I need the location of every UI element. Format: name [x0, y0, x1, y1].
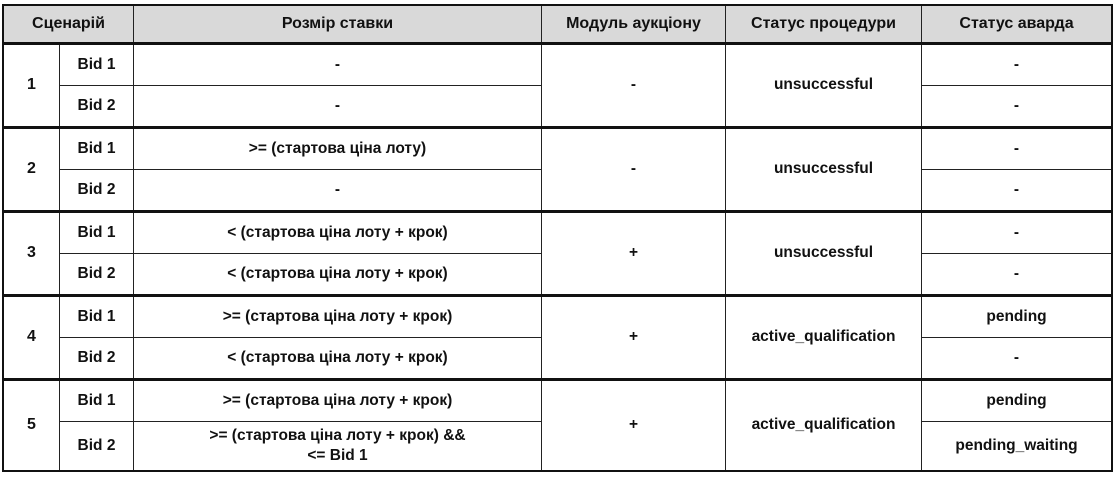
- scenario-number: 1: [4, 44, 60, 128]
- procedure-status: unsuccessful: [726, 212, 922, 296]
- bid-size: < (стартова ціна лоту + крок): [134, 254, 542, 296]
- table-row: [4, 296, 1112, 338]
- bid-label: Bid 1: [60, 296, 134, 338]
- bid-size: >= (стартова ціна лоту + крок): [134, 296, 542, 338]
- bid-size: -: [134, 86, 542, 128]
- award-status: pending: [922, 380, 1112, 422]
- award-status: -: [922, 170, 1112, 212]
- bid-label: Bid 2: [60, 170, 134, 212]
- bid-size: < (стартова ціна лоту + крок): [134, 212, 542, 254]
- auction-module: -: [542, 44, 726, 128]
- bid-label: Bid 2: [60, 86, 134, 128]
- header-scenario: Сценарій: [4, 6, 134, 44]
- procedure-status: active_qualification: [726, 296, 922, 380]
- award-status: pending: [922, 296, 1112, 338]
- procedure-status: active_qualification: [726, 380, 922, 471]
- bid-label: Bid 1: [60, 44, 134, 86]
- bid-size: -: [134, 170, 542, 212]
- bid-size-multiline: [134, 422, 542, 471]
- bid-label: Bid 1: [60, 380, 134, 422]
- award-status: -: [922, 254, 1112, 296]
- table-row: [4, 380, 1112, 422]
- scenario-number: 4: [4, 296, 60, 380]
- award-status: -: [922, 128, 1112, 170]
- bid-label: Bid 2: [60, 338, 134, 380]
- bid-size: -: [134, 44, 542, 86]
- header-award-status: Статус аварда: [922, 6, 1112, 44]
- scenario-number: 3: [4, 212, 60, 296]
- award-status: -: [922, 338, 1112, 380]
- bid-size: < (стартова ціна лоту + крок): [134, 338, 542, 380]
- award-status: -: [922, 86, 1112, 128]
- bid-label: Bid 2: [60, 254, 134, 296]
- table-row: [4, 212, 1112, 254]
- auction-module: +: [542, 380, 726, 471]
- bid-size: >= (стартова ціна лоту + крок): [134, 380, 542, 422]
- table-header: [4, 6, 1112, 44]
- auction-module: +: [542, 296, 726, 380]
- scenario-number: 2: [4, 128, 60, 212]
- award-status: -: [922, 44, 1112, 86]
- table-row: [4, 44, 1112, 86]
- award-status: pending_waiting: [922, 422, 1112, 471]
- procedure-status: unsuccessful: [726, 128, 922, 212]
- bid-size-line-1: >= (стартова ціна лоту + крок) &&: [209, 426, 466, 444]
- auction-module: +: [542, 212, 726, 296]
- table-body: [4, 44, 1112, 471]
- header-bid-size: Розмір ставки: [134, 6, 542, 44]
- scenario-table: [3, 5, 1112, 471]
- bid-label: Bid 1: [60, 212, 134, 254]
- bid-size-line-2: <= Bid 1: [307, 447, 368, 464]
- table-row: [4, 128, 1112, 170]
- bid-size: >= (стартова ціна лоту): [134, 128, 542, 170]
- header-auction-module: Модуль аукціону: [542, 6, 726, 44]
- bid-label: Bid 1: [60, 128, 134, 170]
- bid-label: Bid 2: [60, 422, 134, 471]
- header-row: [4, 6, 1112, 44]
- procedure-status: unsuccessful: [726, 44, 922, 128]
- award-status: -: [922, 212, 1112, 254]
- scenario-number: 5: [4, 380, 60, 471]
- header-procedure-status: Статус процедури: [726, 6, 922, 44]
- auction-module: -: [542, 128, 726, 212]
